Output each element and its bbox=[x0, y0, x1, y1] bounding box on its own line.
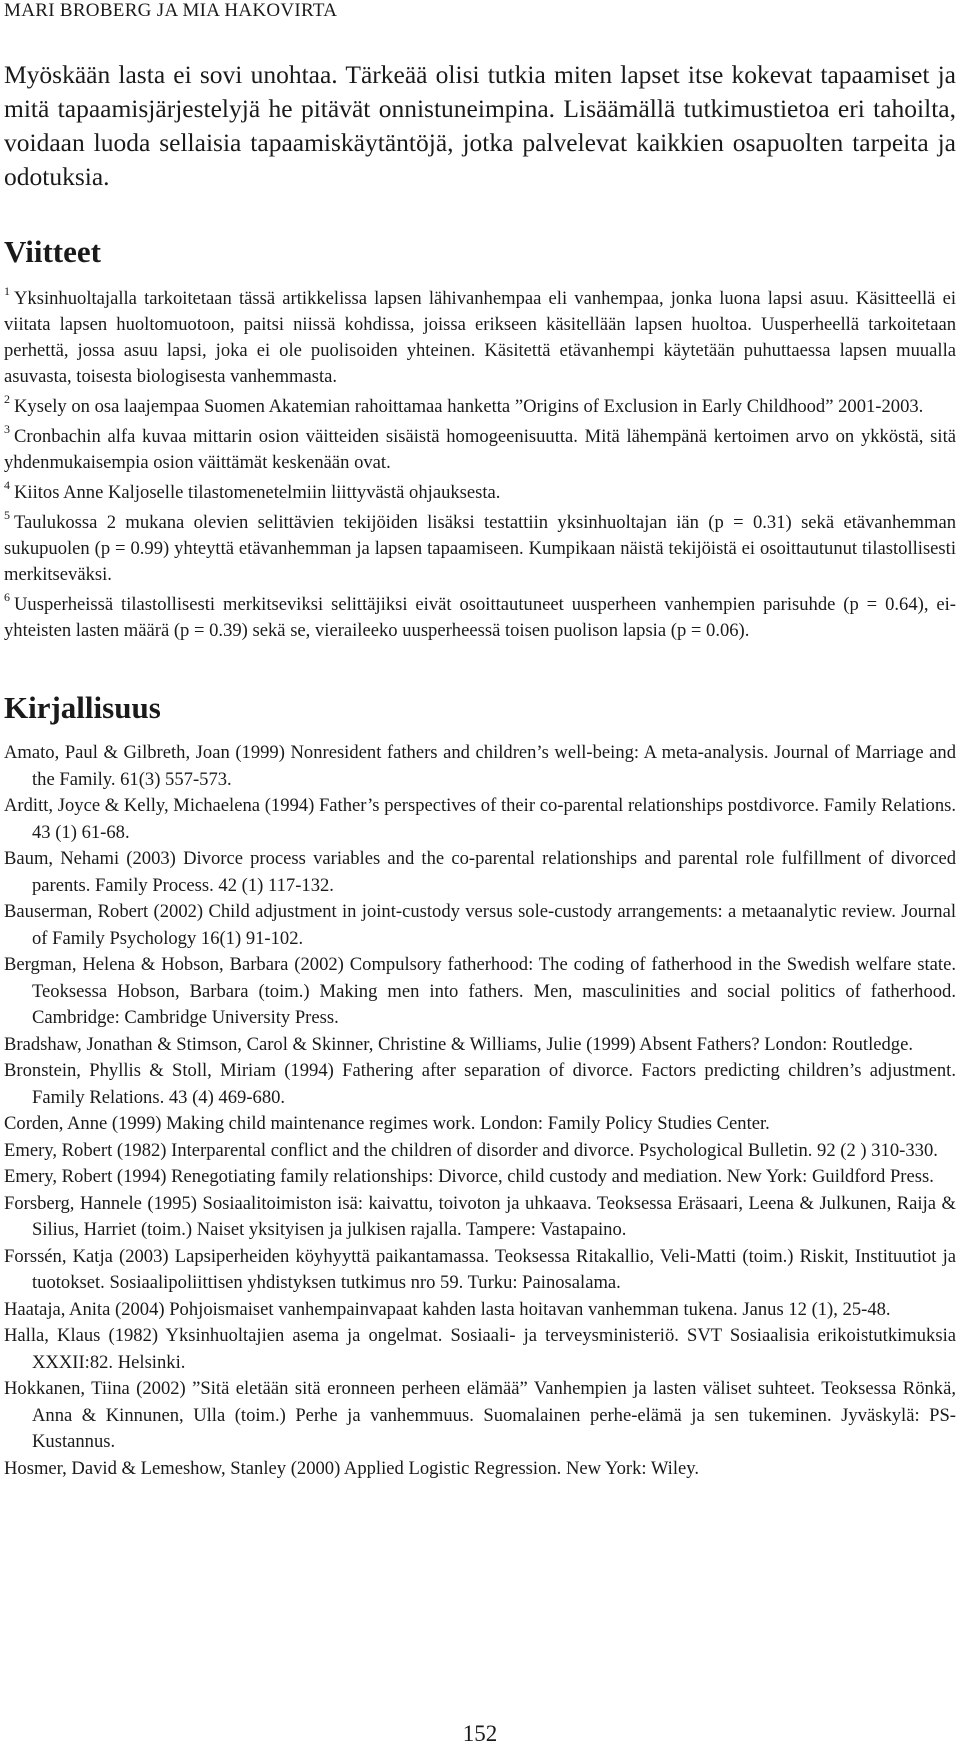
reference-item: Halla, Klaus (1982) Yksinhuoltajien asema ja ongelmat. Sosiaali- ja terveysministeriö. SVT Sosiaalisia erikoistutkimuksia XXXII:82. Helsinki. bbox=[4, 1325, 956, 1373]
reference-item: Hosmer, David & Lemeshow, Stanley (2000) Applied Logistic Regression. New York: Wiley. bbox=[4, 1457, 699, 1479]
note-number: 3 bbox=[4, 422, 10, 436]
note-number: 5 bbox=[4, 508, 10, 522]
note-item bbox=[4, 286, 956, 390]
note-item bbox=[4, 592, 956, 644]
note-number: 1 bbox=[4, 284, 10, 298]
note-number: 6 bbox=[4, 590, 10, 604]
note-item bbox=[4, 510, 956, 588]
reference-item: Forssén, Katja (2003) Lapsiperheiden köyhyyttä paikantamassa. Teoksessa Ritakallio, Veli-Matti (toim.) Riskit, Instituutiot ja tuotokset. Sosiaalipoliittisen yhdistyksen tutkimus nro 59. Turku: Painosalama. bbox=[4, 1245, 956, 1293]
reference-item: Arditt, Joyce & Kelly, Michaelena (1994) Father’s perspectives of their co-parental relationships postdivorce. Family Relations. 43 (1) 61-68. bbox=[4, 795, 956, 843]
note-number: 2 bbox=[4, 392, 10, 406]
note-number: 4 bbox=[4, 478, 10, 492]
intro-paragraph: Myöskään lasta ei sovi unohtaa. Tärkeää olisi tutkia miten lapset itse kokevat tapaamiset ja mitä tapaamisjärjestelyjä he pitävät onnistuneimpina. Lisäämällä tutkimustietoa eri tahoilta, voidaan luoda sellaisia tapaamiskäytäntöjä, jotka palvelevat kaikkien osapuolten tarpeita ja odotuksia. bbox=[4, 60, 956, 191]
reference-item: Hokkanen, Tiina (2002) ”Sitä eletään sitä eronneen perheen elämää” Vanhempien ja lasten väliset suhteet. Teoksessa Rönkä, Anna & Kinnunen, Ulla (toim.) Perhe ja vanhemmuus. Suomalainen perhe-elämä ja sen tukeminen. Jyväskylä: PS-Kustannus. bbox=[4, 1378, 956, 1452]
running-header: MARI BROBERG JA MIA HAKOVIRTA bbox=[4, 0, 338, 21]
reference-item: Baum, Nehami (2003) Divorce process variables and the co-parental relationships and parental role fulfillment of divorced parents. Family Process. 42 (1) 117-132. bbox=[4, 848, 956, 896]
reference-item: Emery, Robert (1994) Renegotiating family relationships: Divorce, child custody and mediation. New York: Guildford Press. bbox=[4, 1166, 934, 1187]
notes-heading: Viitteet bbox=[4, 234, 101, 269]
reference-item: Bradshaw, Jonathan & Stimson, Carol & Skinner, Christine & Williams, Julie (1999) Absent Fathers? London: Routledge. bbox=[4, 1033, 913, 1055]
reference-item: Forsberg, Hannele (1995) Sosiaalitoimiston isä: kaivattu, toivoton ja uhkaava. Teoksessa Eräsaari, Leena & Julkunen, Raija & Silius, Harriet (toim.) Naiset yksityisen ja julkisen rajalla. Tampere: Vastapaino. bbox=[4, 1192, 956, 1240]
note-text: Cronbachin alfa kuvaa mittarin osion väitteiden sisäistä homogeenisuutta. Mitä lähempänä kertoimen arvo on ykköstä, sitä yhdenmukaisempia osion väittämät keskenään ovat. bbox=[4, 426, 956, 473]
note-text: Taulukossa 2 mukana olevien selittävien tekijöiden lisäksi testattiin yksinhuoltajan iän (p = 0.31) sekä etävanhemman sukupuolen (p = 0.99) yhteyttä etävanhemman ja lapsen tapaamiseen. Kumpikaan näistä tekijöistä ei osoittautunut tilastollisesti merkitseväksi. bbox=[4, 512, 956, 585]
note-item bbox=[4, 424, 956, 476]
page-number: 152 bbox=[462, 1721, 498, 1746]
reference-item: Bronstein, Phyllis & Stoll, Miriam (1994) Fathering after separation of divorce. Factors predicting children’s adjustment. Family Relations. 43 (4) 469-680. bbox=[4, 1060, 956, 1108]
reference-item: Bergman, Helena & Hobson, Barbara (2002) Compulsory fatherhood: The coding of fatherhood in the Swedish welfare state. Teoksessa Hobson, Barbara (toim.) Making men into fathers. Men, masculinities and social politics of fatherhood. Cambridge: Cambridge University Press. bbox=[4, 954, 956, 1028]
note-text: Kiitos Anne Kaljoselle tilastomenetelmiin liittyvästä ohjauksesta. bbox=[14, 482, 501, 503]
note-text: Uusperheissä tilastollisesti merkitseviksi selittäjiksi eivät osoittautuneet uusperheen vanhempien parisuhde (p = 0.64), ei-yhteisten lasten määrä (p = 0.39) sekä se, vieraileeko uusperheessä toisen puolison lapsia (p = 0.06). bbox=[4, 594, 956, 641]
note-text: Yksinhuoltajalla tarkoitetaan tässä artikkelissa lapsen lähivanhempaa eli vanhempaa, jonka luona lapsi asuu. Käsitteellä ei viitata lapsen huoltomuotoon, paitsi niissä kohdissa, joissa erikseen käsitellään lapsen huoltoa. Uusperheellä tarkoitetaan perhettä, jossa asuu lapsi, joka ei ole puolisoiden yhteinen. Käsitettä etävanhempi käytetään puhuttaessa lapsen muualla asuvasta, toisesta biologisesta vanhemmasta. bbox=[4, 288, 956, 387]
reference-item: Haataja, Anita (2004) Pohjoismaiset vanhempainvapaat kahden lasta hoitavan vanhemman tukena. Janus 12 (1), 25-48. bbox=[4, 1298, 891, 1320]
note-item bbox=[4, 394, 956, 420]
notes-list bbox=[4, 286, 956, 644]
reference-item: Bauserman, Robert (2002) Child adjustment in joint-custody versus sole-custody arrangements: a metaanalytic review. Journal of Family Psychology 16(1) 91-102. bbox=[4, 901, 956, 949]
note-item bbox=[4, 480, 956, 506]
references-heading: Kirjallisuus bbox=[4, 690, 161, 725]
references-list bbox=[4, 740, 956, 1482]
note-text: Kysely on osa laajempaa Suomen Akatemian rahoittamaa hanketta ”Origins of Exclusion in Early Childhood” 2001-2003. bbox=[14, 396, 924, 417]
reference-item: Corden, Anne (1999) Making child maintenance regimes work. London: Family Policy Studies Center. bbox=[4, 1113, 770, 1134]
reference-item: Emery, Robert (1982) Interparental conflict and the children of disorder and divorce. Psychological Bulletin. 92 (2 ) 310-330. bbox=[4, 1139, 938, 1161]
reference-item: Amato, Paul & Gilbreth, Joan (1999) Nonresident fathers and children’s well-being: A meta-analysis. Journal of Marriage and the Family. 61(3) 557-573. bbox=[4, 742, 956, 790]
